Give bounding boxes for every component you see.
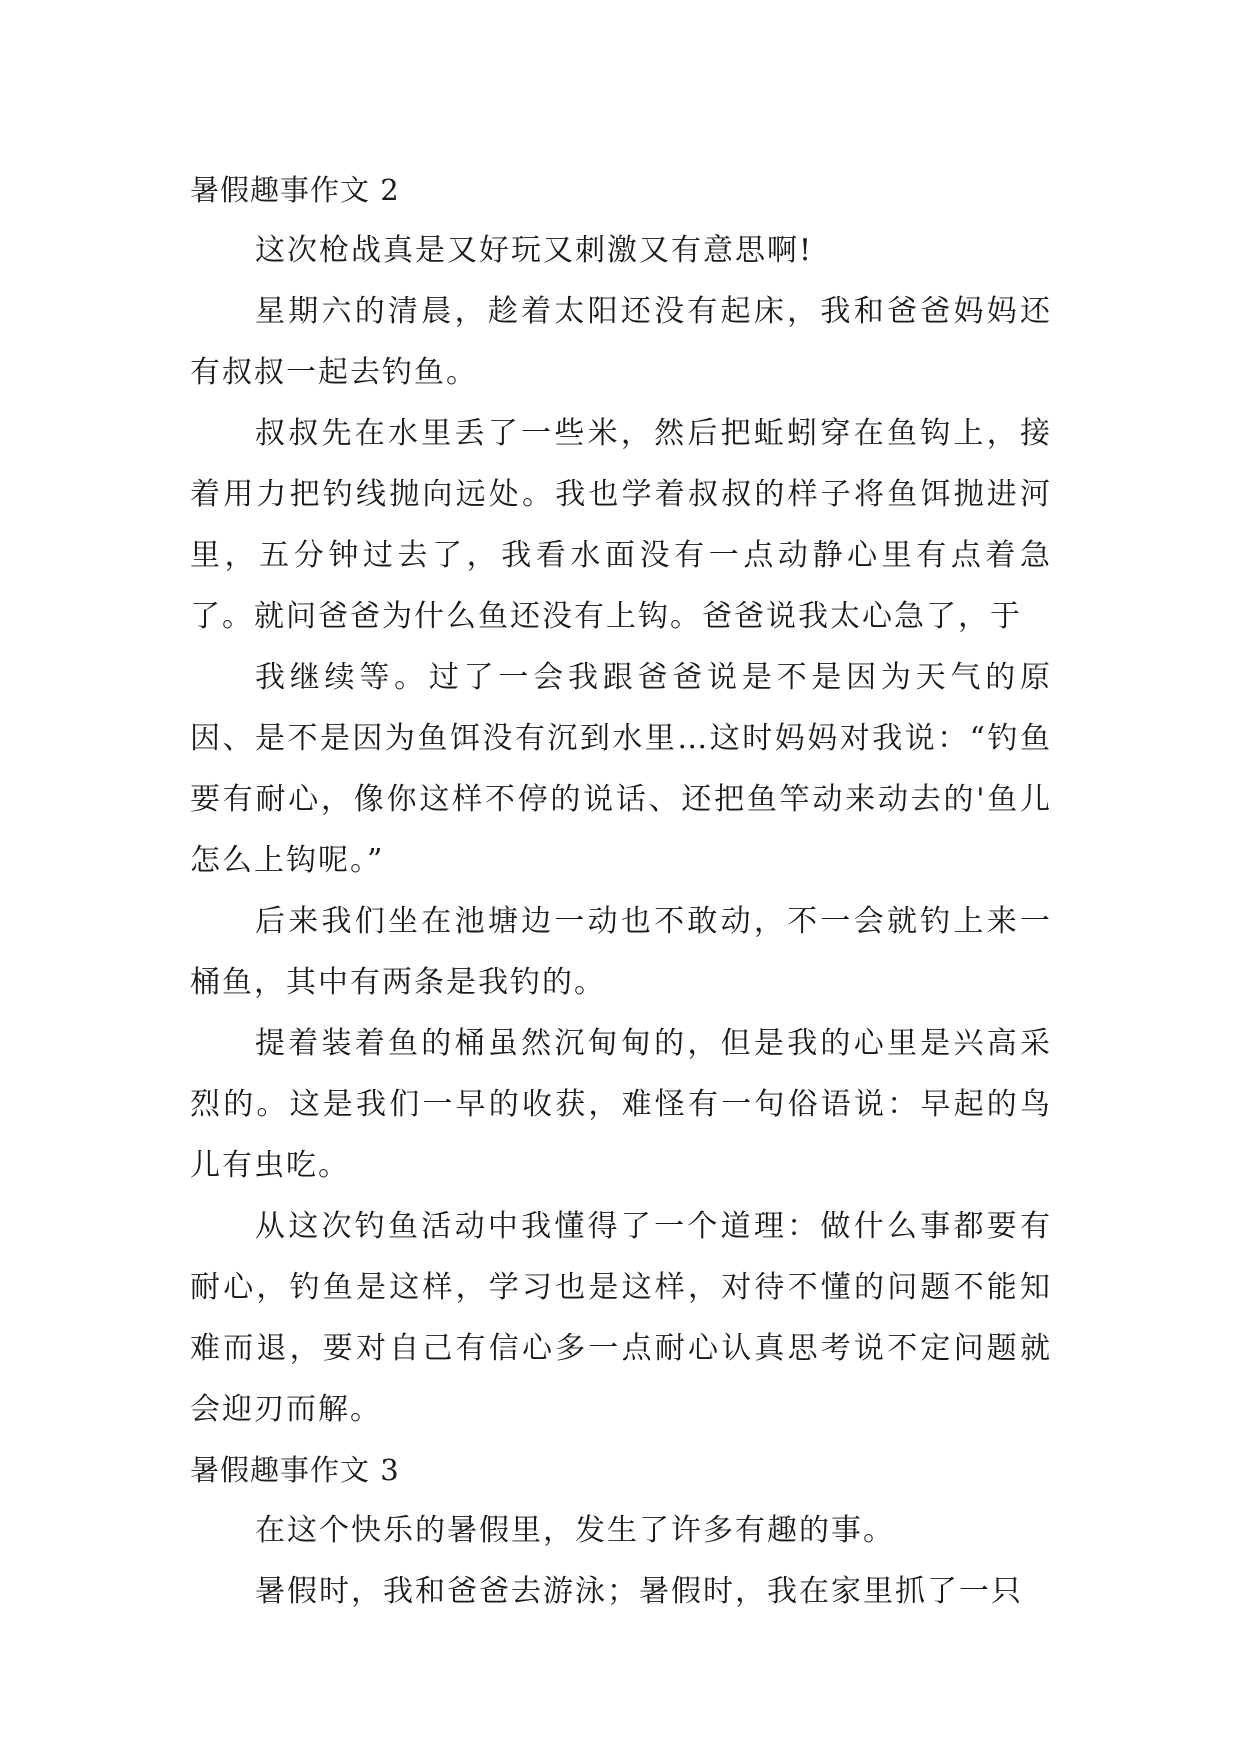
section-heading: 暑假趣事作文 3	[190, 1453, 400, 1487]
paragraph: 星期六的清晨，趁着太阳还没有起床，我和爸爸妈妈还有叔叔一起去钓鱼。	[190, 294, 1052, 390]
paragraph: 叔叔先在水里丢了一些米，然后把蚯蚓穿在鱼钩上，接着用力把钓线抛向远处。我也学着叔叔的样子将鱼饵抛进河里，五分钟过去了，我看水面没有一点动静心里有点着急了。就问爸爸为什么鱼还没有上钩。爸爸说我太心急了，于	[190, 416, 1052, 634]
paragraph: 我继续等。过了一会我跟爸爸说是不是因为天气的原因、是不是因为鱼饵没有沉到水里…这时妈妈对我说：“钓鱼要有耐心，像你这样不停的说话、还把鱼竿动来动去的'鱼儿怎么上钩呢。”	[190, 660, 1052, 878]
paragraph: 在这个快乐的暑假里，发生了许多有趣的事。	[255, 1513, 895, 1548]
document-body	[190, 160, 1052, 1622]
paragraph: 暑假时，我和爸爸去游泳；暑假时，我在家里抓了一只	[255, 1574, 1023, 1609]
paragraph: 提着装着鱼的桶虽然沉甸甸的，但是我的心里是兴高采烈的。这是我们一早的收获，难怪有一句俗语说：早起的鸟儿有虫吃。	[190, 1026, 1052, 1183]
paragraph: 这次枪战真是又好玩又刺激又有意思啊!	[255, 233, 814, 268]
paragraph: 后来我们坐在池塘边一动也不敢动，不一会就钓上来一桶鱼，其中有两条是我钓的。	[190, 904, 1052, 1000]
paragraph: 从这次钓鱼活动中我懂得了一个道理：做什么事都要有耐心，钓鱼是这样，学习也是这样，对待不懂的问题不能知难而退，要对自己有信心多一点耐心认真思考说不定问题就会迎刃而解。	[190, 1209, 1052, 1427]
section-heading: 暑假趣事作文 2	[190, 173, 400, 207]
